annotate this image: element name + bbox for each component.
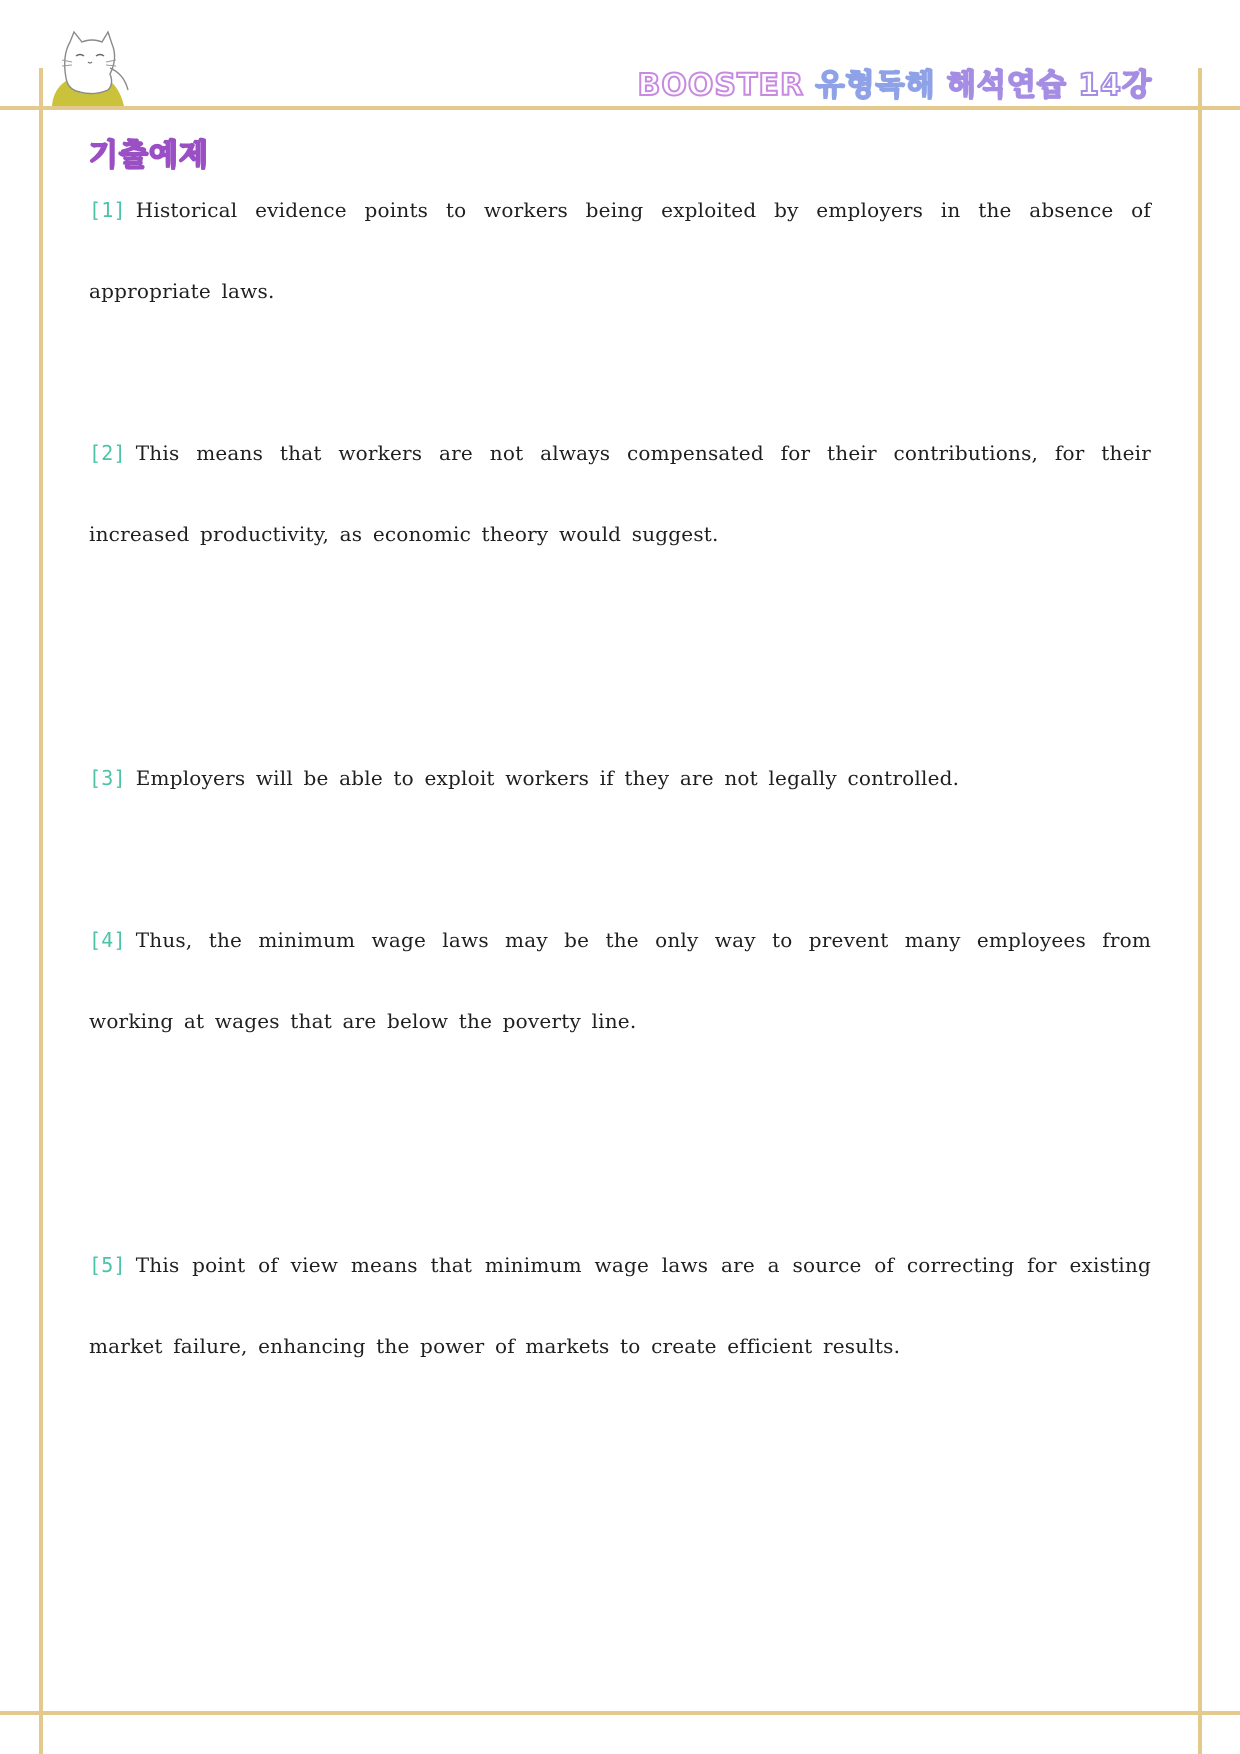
paragraph-number: [4] (89, 928, 126, 952)
frame-top-line (0, 106, 1240, 110)
paragraph-1 (89, 170, 1151, 332)
paragraph-5 (89, 1225, 1151, 1387)
header-title-type: 유형독해 (815, 68, 936, 103)
paragraph-number: [1] (89, 198, 126, 222)
paragraph-number: [2] (89, 441, 126, 465)
frame-bottom-line (0, 1711, 1240, 1715)
cat-mascot-icon (44, 28, 136, 106)
paragraph-number: [3] (89, 766, 126, 790)
frame-left-line (39, 68, 43, 1754)
header-title-brand: BOOSTER (637, 68, 805, 103)
paragraph-text: Thus, the minimum wage laws may be the only way to prevent many employees from working at wages that are below the poverty line. (89, 928, 1151, 1033)
paragraph-number: [5] (89, 1253, 126, 1277)
paragraph-2 (89, 413, 1151, 575)
header-title (638, 60, 1152, 104)
paragraph-text: Historical evidence points to workers being exploited by employers in the absence of appropriate laws. (89, 198, 1151, 303)
section-heading: 기출예제 (89, 138, 209, 173)
paragraph-text: Employers will be able to exploit workers if they are not legally controlled. (135, 766, 960, 790)
paragraph-4 (89, 900, 1151, 1062)
paragraph-3 (89, 738, 1151, 819)
frame-right-line (1198, 68, 1202, 1754)
paragraph-text: This point of view means that minimum wage laws are a source of correcting for existing market failure, enhancing the power of markets to create efficient results. (89, 1253, 1151, 1358)
paragraph-text: This means that workers are not always compensated for their contributions, for their increased productivity, as economic theory would suggest. (89, 441, 1151, 546)
header-title-lesson: 해석연습 14강 (946, 68, 1152, 103)
